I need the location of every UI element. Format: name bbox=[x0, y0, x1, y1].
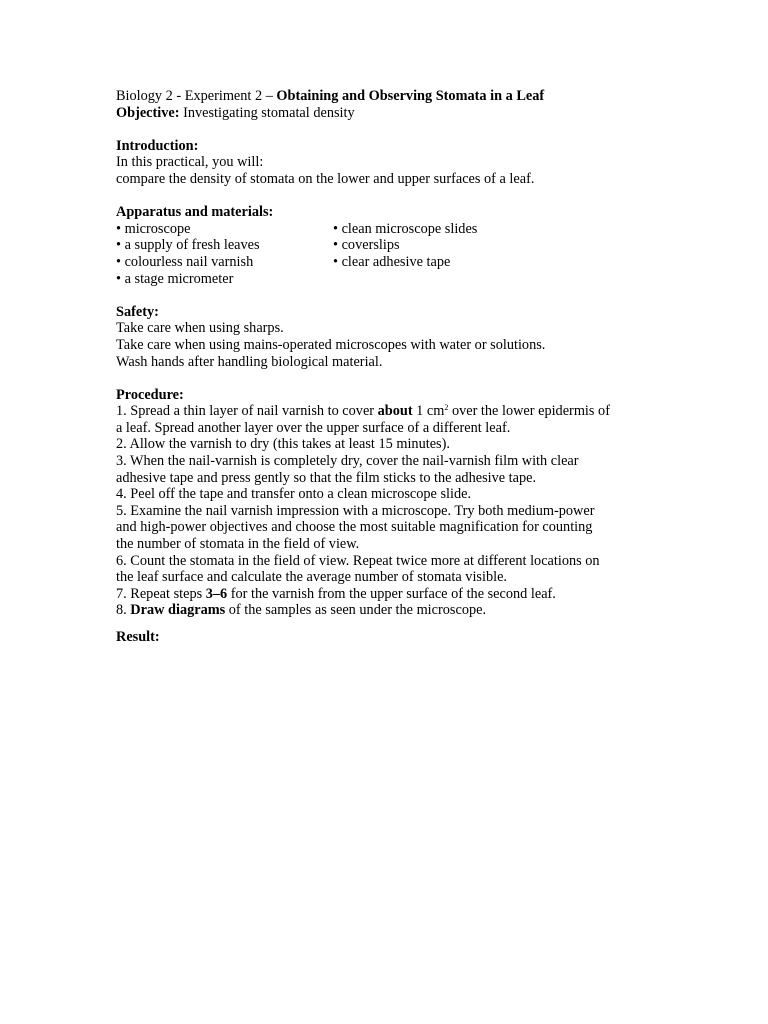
apparatus-column-left bbox=[116, 221, 333, 287]
procedure-heading: Procedure: bbox=[116, 386, 184, 403]
procedure-step-7: 7. Repeat steps 3–6 for the varnish from the upper surface of the second leaf. bbox=[116, 585, 556, 602]
procedure-step-4: 4. Peel off the tape and transfer onto a clean microscope slide. bbox=[116, 486, 472, 503]
apparatus-item: • microscope bbox=[116, 220, 191, 237]
apparatus-column-right bbox=[333, 221, 633, 287]
apparatus-item: • a stage micrometer bbox=[116, 270, 234, 287]
apparatus-item: • coverslips bbox=[333, 237, 400, 254]
apparatus-item: • a supply of fresh leaves bbox=[116, 237, 260, 254]
document-title bbox=[116, 88, 656, 105]
apparatus-list bbox=[116, 221, 656, 287]
apparatus-item: • colourless nail varnish bbox=[116, 253, 254, 270]
procedure-step-1: 1. Spread a thin layer of nail varnish to cover about 1 $cm^2$ over the lower epidermis of bbox=[116, 403, 610, 420]
introduction-heading: Introduction: bbox=[116, 137, 199, 154]
objective-label: Objective: bbox=[116, 104, 180, 121]
procedure-step-2: 2. Allow the varnish to dry (this takes at least 15 minutes). bbox=[116, 436, 450, 453]
introduction-line: In this practical, you will: bbox=[116, 154, 264, 171]
safety-line: Wash hands after handling biological material. bbox=[116, 353, 383, 370]
result-heading: Result: bbox=[116, 629, 160, 645]
procedure-step-1-continued: a leaf. Spread another layer over the upper surface of a different leaf. bbox=[116, 419, 511, 436]
procedure-step-5-continued: the number of stomata in the field of view. bbox=[116, 536, 360, 553]
apparatus-item: • clear adhesive tape bbox=[333, 253, 451, 270]
procedure-step-5: 5. Examine the nail varnish impression with a microscope. Try both medium-power bbox=[116, 502, 595, 519]
procedure-step-3-continued: adhesive tape and press gently so that the film sticks to the adhesive tape. bbox=[116, 469, 537, 486]
safety-line: Take care when using sharps. bbox=[116, 320, 284, 337]
procedure-step-6: 6. Count the stomata in the field of view. Repeat twice more at different locations on bbox=[116, 552, 600, 569]
procedure-step-5-continued: and high-power objectives and choose the most suitable magnification for counting bbox=[116, 519, 593, 536]
apparatus-item: • clean microscope slides bbox=[333, 220, 478, 237]
procedure-step-6-continued: the leaf surface and calculate the average number of stomata visible. bbox=[116, 569, 507, 586]
objective-line bbox=[116, 105, 656, 122]
apparatus-heading: Apparatus and materials: bbox=[116, 204, 274, 221]
procedure-step-3: 3. When the nail-varnish is completely dry, cover the nail-varnish film with clear bbox=[116, 453, 579, 470]
title-bold: Obtaining and Observing Stomata in a Leaf bbox=[276, 88, 545, 104]
document-page bbox=[116, 88, 656, 646]
title-prefix: Biology 2 - Experiment 2 – bbox=[116, 88, 277, 104]
safety-line: Take care when using mains-operated microscopes with water or solutions. bbox=[116, 336, 546, 353]
safety-heading: Safety: bbox=[116, 303, 159, 320]
objective-text: Investigating stomatal density bbox=[179, 104, 355, 121]
introduction-line: compare the density of stomata on the lower and upper surfaces of a leaf. bbox=[116, 170, 535, 187]
procedure-step-8: 8. Draw diagrams of the samples as seen under the microscope. bbox=[116, 602, 487, 619]
